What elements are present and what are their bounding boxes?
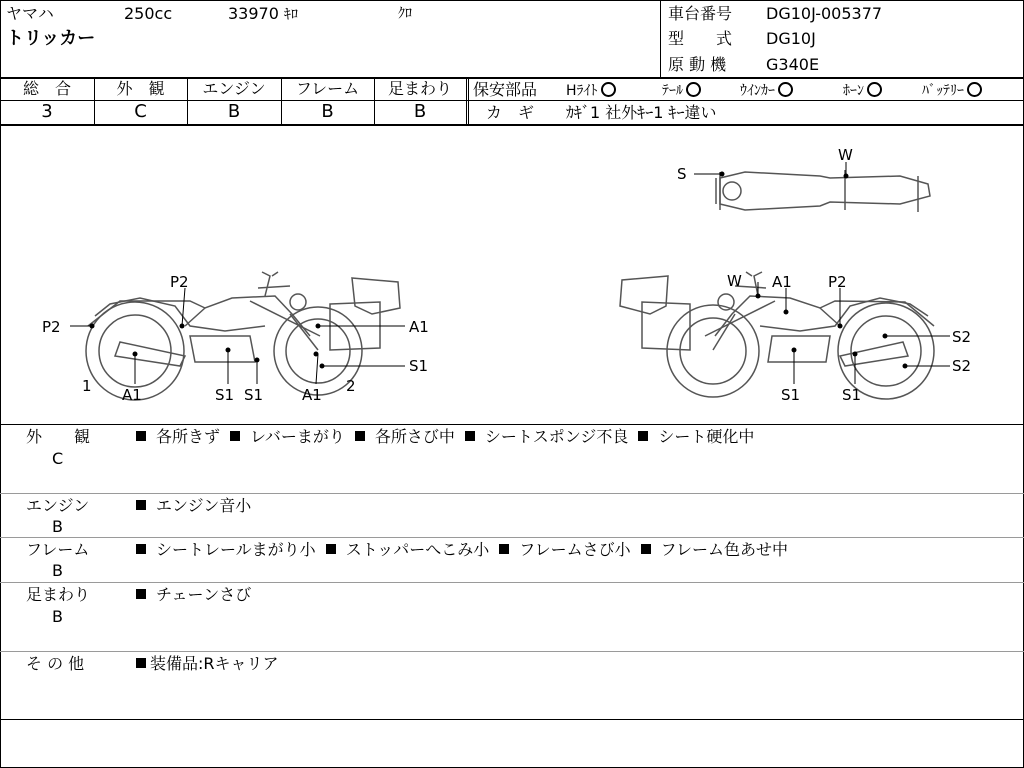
bullet-square-icon [230, 431, 240, 441]
ok-mark-icon [686, 82, 701, 97]
grade-header-engine: エンジン [202, 79, 266, 98]
remark-grade-frame: B [52, 561, 63, 580]
bullet-square-icon [499, 544, 509, 554]
remark-label-suspension: 足まわり [26, 585, 91, 604]
keys-value: ｶｷﾞ1 社外ｷｰ1 ｷｰ違い [566, 103, 717, 122]
ok-mark-icon [601, 82, 616, 97]
bullet-square-icon [465, 431, 475, 441]
grade-header-exterior: 外 観 [116, 79, 165, 98]
damage-label: P2 [170, 273, 189, 291]
bullet-square-icon [326, 544, 336, 554]
remarks-top-border [0, 424, 1024, 425]
grade-value-suspension: B [413, 101, 427, 122]
remark-label-frame: フレーム [26, 540, 90, 559]
grade-header-overall: 総 合 [22, 79, 71, 98]
grade-value-engine: B [227, 101, 241, 122]
damage-diagram [0, 126, 1024, 424]
damage-label: S1 [244, 386, 264, 404]
ok-mark-icon [967, 82, 982, 97]
grade-value-overall: 3 [41, 101, 53, 122]
frame-number-label: 車台番号 [668, 4, 733, 23]
bullet-square-icon [136, 431, 146, 441]
damage-label: 2 [346, 377, 356, 395]
ok-mark-icon [867, 82, 882, 97]
color: ｸﾛ [398, 6, 412, 22]
remark-items-exterior: 各所きず レバーまがり 各所さび中 シートスポンジ不良 シート硬化中 [136, 428, 754, 446]
safety-mid-border [468, 100, 1024, 101]
remarks-bottom-border [0, 719, 1024, 720]
safety-item-battery: ﾊﾞｯﾃﾘｰ [922, 82, 982, 99]
damage-label: S1 [842, 386, 862, 404]
remark-items-other: 装備品:Rキャリア [136, 655, 279, 673]
engine-type: G340E [766, 55, 820, 74]
bullet-square-icon [641, 544, 651, 554]
remark-grade-engine: B [52, 517, 63, 536]
remark-grade-exterior: C [52, 449, 64, 468]
grade-header-frame: フレーム [295, 79, 360, 98]
grade-value-exterior: C [134, 101, 147, 122]
remark-label-other: そ の 他 [26, 654, 85, 673]
remark-label-exterior: 外 観 [26, 427, 91, 446]
damage-points [90, 172, 908, 369]
damage-label: P2 [42, 318, 61, 336]
damage-label: A1 [302, 386, 322, 404]
damage-label: W [838, 146, 853, 164]
damage-label: W [727, 272, 742, 290]
ok-mark-icon [778, 82, 793, 97]
maker: ヤマハ [6, 4, 54, 23]
bullet-square-icon [136, 500, 146, 510]
model-name: トリッカー [6, 28, 96, 49]
grade-value-frame: B [321, 101, 334, 122]
safety-item-taillight: ﾃｰﾙ [662, 82, 701, 99]
remark-items-suspension: チェーンさび [136, 586, 251, 604]
remark-label-engine: エンジン [26, 496, 90, 515]
bullet-square-icon [355, 431, 365, 441]
remark-items-frame: シートレールまがり小 ストッパーへこみ小 フレームさび小 フレーム色あせ中 [136, 541, 788, 559]
damage-label: 1 [82, 377, 92, 395]
bullet-square-icon [136, 589, 146, 599]
damage-label: S1 [781, 386, 801, 404]
remark-items-engine: エンジン音小 [136, 497, 251, 515]
damage-label: P2 [828, 273, 847, 291]
safety-item-winker: ｳｲﾝｶｰ [740, 82, 793, 99]
header-divider [660, 0, 661, 78]
mileage [228, 5, 298, 23]
damage-label: S1 [215, 386, 235, 404]
damage-label: A1 [772, 273, 792, 291]
frame-number: DG10J-005377 [766, 4, 883, 23]
engine-type-label: 原 動 機 [668, 55, 727, 74]
remark-grade-suspension: B [52, 607, 63, 626]
damage-label: S [677, 165, 687, 183]
damage-label: S1 [409, 357, 429, 375]
mileage-unit: ｷﾛ [284, 7, 298, 23]
model-type-label: 型 式 [668, 29, 733, 48]
damage-label: A1 [122, 386, 142, 404]
bullet-square-icon [136, 544, 146, 554]
bullet-square-icon [136, 658, 146, 668]
damage-label: A1 [409, 318, 429, 336]
callout-lines [70, 162, 950, 384]
damage-label: S2 [952, 328, 972, 346]
damage-label: S2 [952, 357, 972, 375]
safety-label: 保安部品 [473, 80, 538, 99]
bike-top-view-drawing [716, 170, 930, 212]
safety-item-headlight: Hﾗｲﾄ [566, 82, 616, 99]
bullet-square-icon [638, 431, 648, 441]
mileage-value: 33970 [228, 4, 279, 23]
keys-label: カ ギ [486, 103, 535, 122]
grade-header-suspension: 足まわり [387, 79, 452, 98]
model-type: DG10J [766, 29, 816, 48]
displacement: 250cc [124, 4, 173, 23]
safety-item-horn: ﾎｰﾝ [843, 82, 882, 99]
